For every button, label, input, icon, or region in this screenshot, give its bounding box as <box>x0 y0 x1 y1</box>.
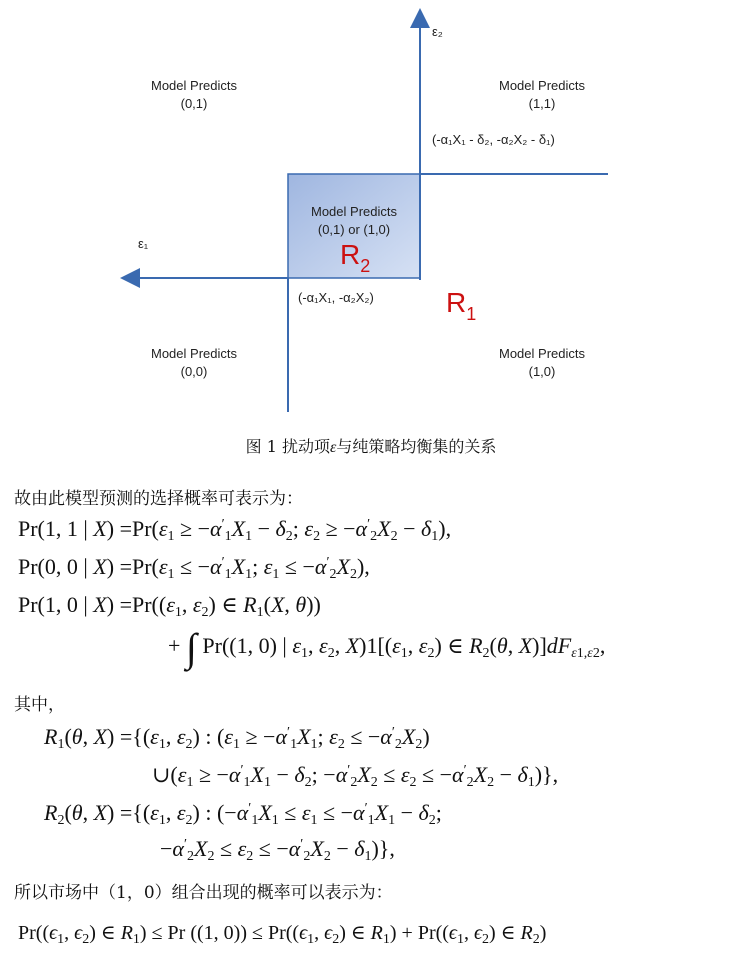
equation-pr11: Pr(1, 1 | $X) =Pr(\varepsilon_1 \ge -\alpha'_1X_1 - \delta_2$; $\varepsilon_2 \ge -\alpha'_2X_2 - \delta_1$), <box>18 516 452 544</box>
figure-caption: 图 1 扰动项ε与纯策略均衡集的关系 <box>245 437 497 456</box>
paragraph-2: 其中， <box>14 695 65 715</box>
equation-r2-a: $R_2(\theta$, $X) =\{(\varepsilon_1$, $\varepsilon_2$) : ($-\alpha'_1X_1 \le \varepsilon_1 \le -\alpha'_1X_1 - \delta_2$; <box>44 800 442 828</box>
r2-label: $R_2$ <box>340 239 371 276</box>
equilibrium-figure <box>0 0 742 430</box>
q11-value: (1,1) <box>528 96 556 111</box>
box-value: (0,1) or (1,0) <box>317 222 391 237</box>
equation-pr10-integral: + ∫ Pr((1, 0) | $\varepsilon_1$, $\varepsilon_2$, $X)1[(\varepsilon_1$, $\varepsilon_2$) ∈ $R_2(\theta$, $X)]dF_{\varepsilon 1,\varepsilon 2}$, <box>168 625 606 670</box>
box-label: Model Predicts <box>311 204 397 219</box>
equation-bounds: $Pr((\epsilon_1$, $\epsilon_2$) ∈ $R_1) \le Pr$ ((1, $0)) \le Pr((\epsilon_1$, $\epsilon_2$) ∈ $R_1) + Pr((\epsilon_1$, $\epsilon_2$) ∈ $R_2$) <box>18 922 547 947</box>
q10-value: (1,0) <box>528 364 556 379</box>
q00-value: (0,0) <box>180 364 208 379</box>
q01-value: (0,1) <box>180 96 208 111</box>
equation-pr10: Pr(1, 0 | $X) =Pr((\varepsilon_1$, $\varepsilon_2$) ∈ $R_1(X$, θ)) <box>18 592 321 620</box>
q11-label: Model Predicts <box>499 78 585 93</box>
point-bottom-label: (-α₁X₁, -α₂X₂) <box>298 290 374 305</box>
paragraph-3: 所以市场中（1，0）组合出现的概率可以表示为： <box>14 883 393 903</box>
equation-r1-b: $\cup(\varepsilon_1 \ge -\alpha'_1X_1 - \delta_2$; $-\alpha'_2X_2 \le \varepsilon_2 \le -\alpha'_2X_2 - \delta_1$)}, <box>152 762 559 790</box>
axis-e1-label: ε₁ <box>138 236 149 251</box>
equation-pr00: Pr(0, 0 | $X) =Pr(\varepsilon_1 \le -\alpha'_1X_1$; $\varepsilon_1 \le -\alpha'_2X_2$), <box>18 554 370 582</box>
equation-r1-a: $R_1(\theta$, $X) =\{(\varepsilon_1$, $\varepsilon_2$) : ($\varepsilon_1 \ge -\alpha'_1X_1$; $\varepsilon_2 \le -\alpha'_2X_2$) <box>44 724 430 752</box>
point-top-label: (-α₁X₁ - δ₂, -α₂X₂ - δ₁) <box>432 132 555 147</box>
axis-e2-label: ε₂ <box>432 24 443 39</box>
r1-label: $R_1$ <box>446 287 477 324</box>
q01-label: Model Predicts <box>151 78 237 93</box>
equation-r2-b: $-\alpha'_2X_2 \le \varepsilon_2 \le -\alpha'_2X_2 - \delta_1$)}, <box>160 836 395 864</box>
paragraph-1: 故由此模型预测的选择概率可表示为： <box>14 489 303 509</box>
q00-label: Model Predicts <box>151 346 237 361</box>
q10-label: Model Predicts <box>499 346 585 361</box>
